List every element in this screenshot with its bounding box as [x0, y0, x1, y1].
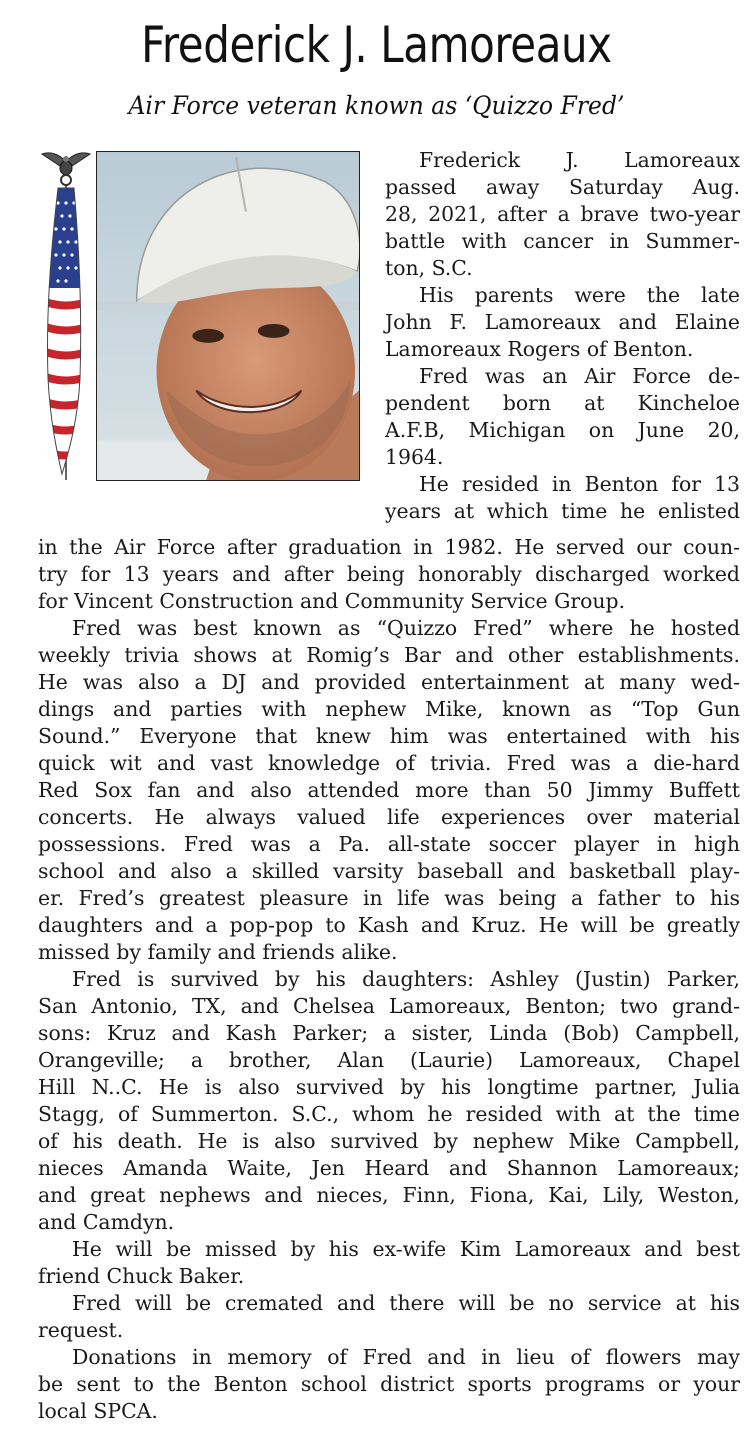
text-line: sons: Kruz and Kash Parker; a sister, Linda (Bob) Campbell, [38, 1021, 740, 1045]
text-line: passed away Saturday Aug. [385, 175, 740, 199]
text-line: His parents were the late [419, 283, 740, 307]
text-line: San Antonio, TX, and Chelsea Lamoreaux, Benton; two grand- [38, 994, 740, 1018]
text-line: Frederick J. Lamoreaux [419, 148, 740, 172]
text-line: Fred will be cremated and there will be no service at his [72, 1291, 740, 1315]
text-line: and great nephews and nieces, Finn, Fiona, Kai, Lily, Weston, [38, 1183, 740, 1207]
text-line: in the Air Force after graduation in 1982. He served our coun- [38, 535, 740, 559]
text-line: Stagg, of Summerton. S.C., whom he resided with at the time [38, 1102, 740, 1126]
text-line: A.F.B, Michigan on June 20, [385, 418, 740, 442]
text-line: Donations in memory of Fred and in lieu of flowers may [72, 1345, 740, 1369]
obituary-body [38, 534, 740, 1425]
text-line: be sent to the Benton school district sports programs or your [38, 1372, 740, 1396]
eagle-icon [42, 153, 90, 185]
text-line: Sound.” Everyone that knew him was entertained with his [38, 724, 740, 748]
text-line: ton, S.C. [385, 256, 473, 280]
text-line: Orangeville; a brother, Alan (Laurie) Lamoreaux, Chapel [38, 1048, 740, 1072]
text-line: request. [38, 1318, 124, 1342]
text-line: for Vincent Construction and Community Service Group. [38, 589, 626, 613]
text-line: He resided in Benton for 13 [419, 472, 740, 496]
text-line: Red Sox fan and also attended more than 50 Jimmy Buffett [38, 778, 740, 802]
text-line: local SPCA. [38, 1399, 158, 1423]
text-line: school and also a skilled varsity baseball and basketball play- [38, 859, 740, 883]
text-line: possessions. Fred was a Pa. all-state soccer player in high [38, 832, 740, 856]
portrait-photo [96, 151, 360, 481]
text-line: pendent born at Kincheloe [385, 391, 740, 415]
text-line: years at which time he enlisted [385, 499, 740, 523]
american-flag-icon [36, 148, 96, 480]
text-line: daughters and a pop-pop to Kash and Kruz. He will be greatly [38, 913, 740, 937]
text-line: dings and parties with nephew Mike, known as “Top Gun [38, 697, 740, 721]
text-line: and Camdyn. [38, 1210, 175, 1234]
text-line: battle with cancer in Summer- [385, 229, 740, 253]
obituary-intro-column [385, 147, 740, 525]
text-line: missed by family and friends alike. [38, 940, 398, 964]
text-line: He will be missed by his ex-wife Kim Lamoreaux and best [72, 1237, 740, 1261]
text-line: quick wit and vast knowledge of trivia. Fred was a die-hard [38, 751, 740, 775]
text-line: friend Chuck Baker. [38, 1264, 245, 1288]
text-line: concerts. He always valued life experiences over material [38, 805, 740, 829]
obituary-name-heading: Frederick J. Lamoreaux [141, 16, 612, 74]
text-line: Lamoreaux Rogers of Benton. [385, 337, 694, 361]
text-line: nieces Amanda Waite, Jen Heard and Shannon Lamoreaux; [38, 1156, 740, 1180]
text-line: weekly trivia shows at Romig’s Bar and other establishments. [38, 643, 740, 667]
text-line: of his death. He is also survived by nephew Mike Campbell, [38, 1129, 740, 1153]
text-line: Fred is survived by his daughters: Ashley (Justin) Parker, [72, 967, 740, 991]
text-line: 1964. [385, 445, 444, 469]
text-line: Fred was an Air Force de- [419, 364, 740, 388]
obituary-subtitle: Air Force veteran known as ‘Quizzo Fred’ [128, 91, 625, 120]
text-line: try for 13 years and after being honorably discharged worked [38, 562, 740, 586]
text-line: 28, 2021, after a brave two-year [385, 202, 740, 226]
text-line: He was also a DJ and provided entertainment at many wed- [38, 670, 740, 694]
text-line: Fred was best known as “Quizzo Fred” where he hosted [72, 616, 740, 640]
text-line: er. Fred’s greatest pleasure in life was being a father to his [38, 886, 740, 910]
text-line: John F. Lamoreaux and Elaine [385, 310, 740, 334]
text-line: Hill N..C. He is also survived by his longtime partner, Julia [38, 1075, 740, 1099]
